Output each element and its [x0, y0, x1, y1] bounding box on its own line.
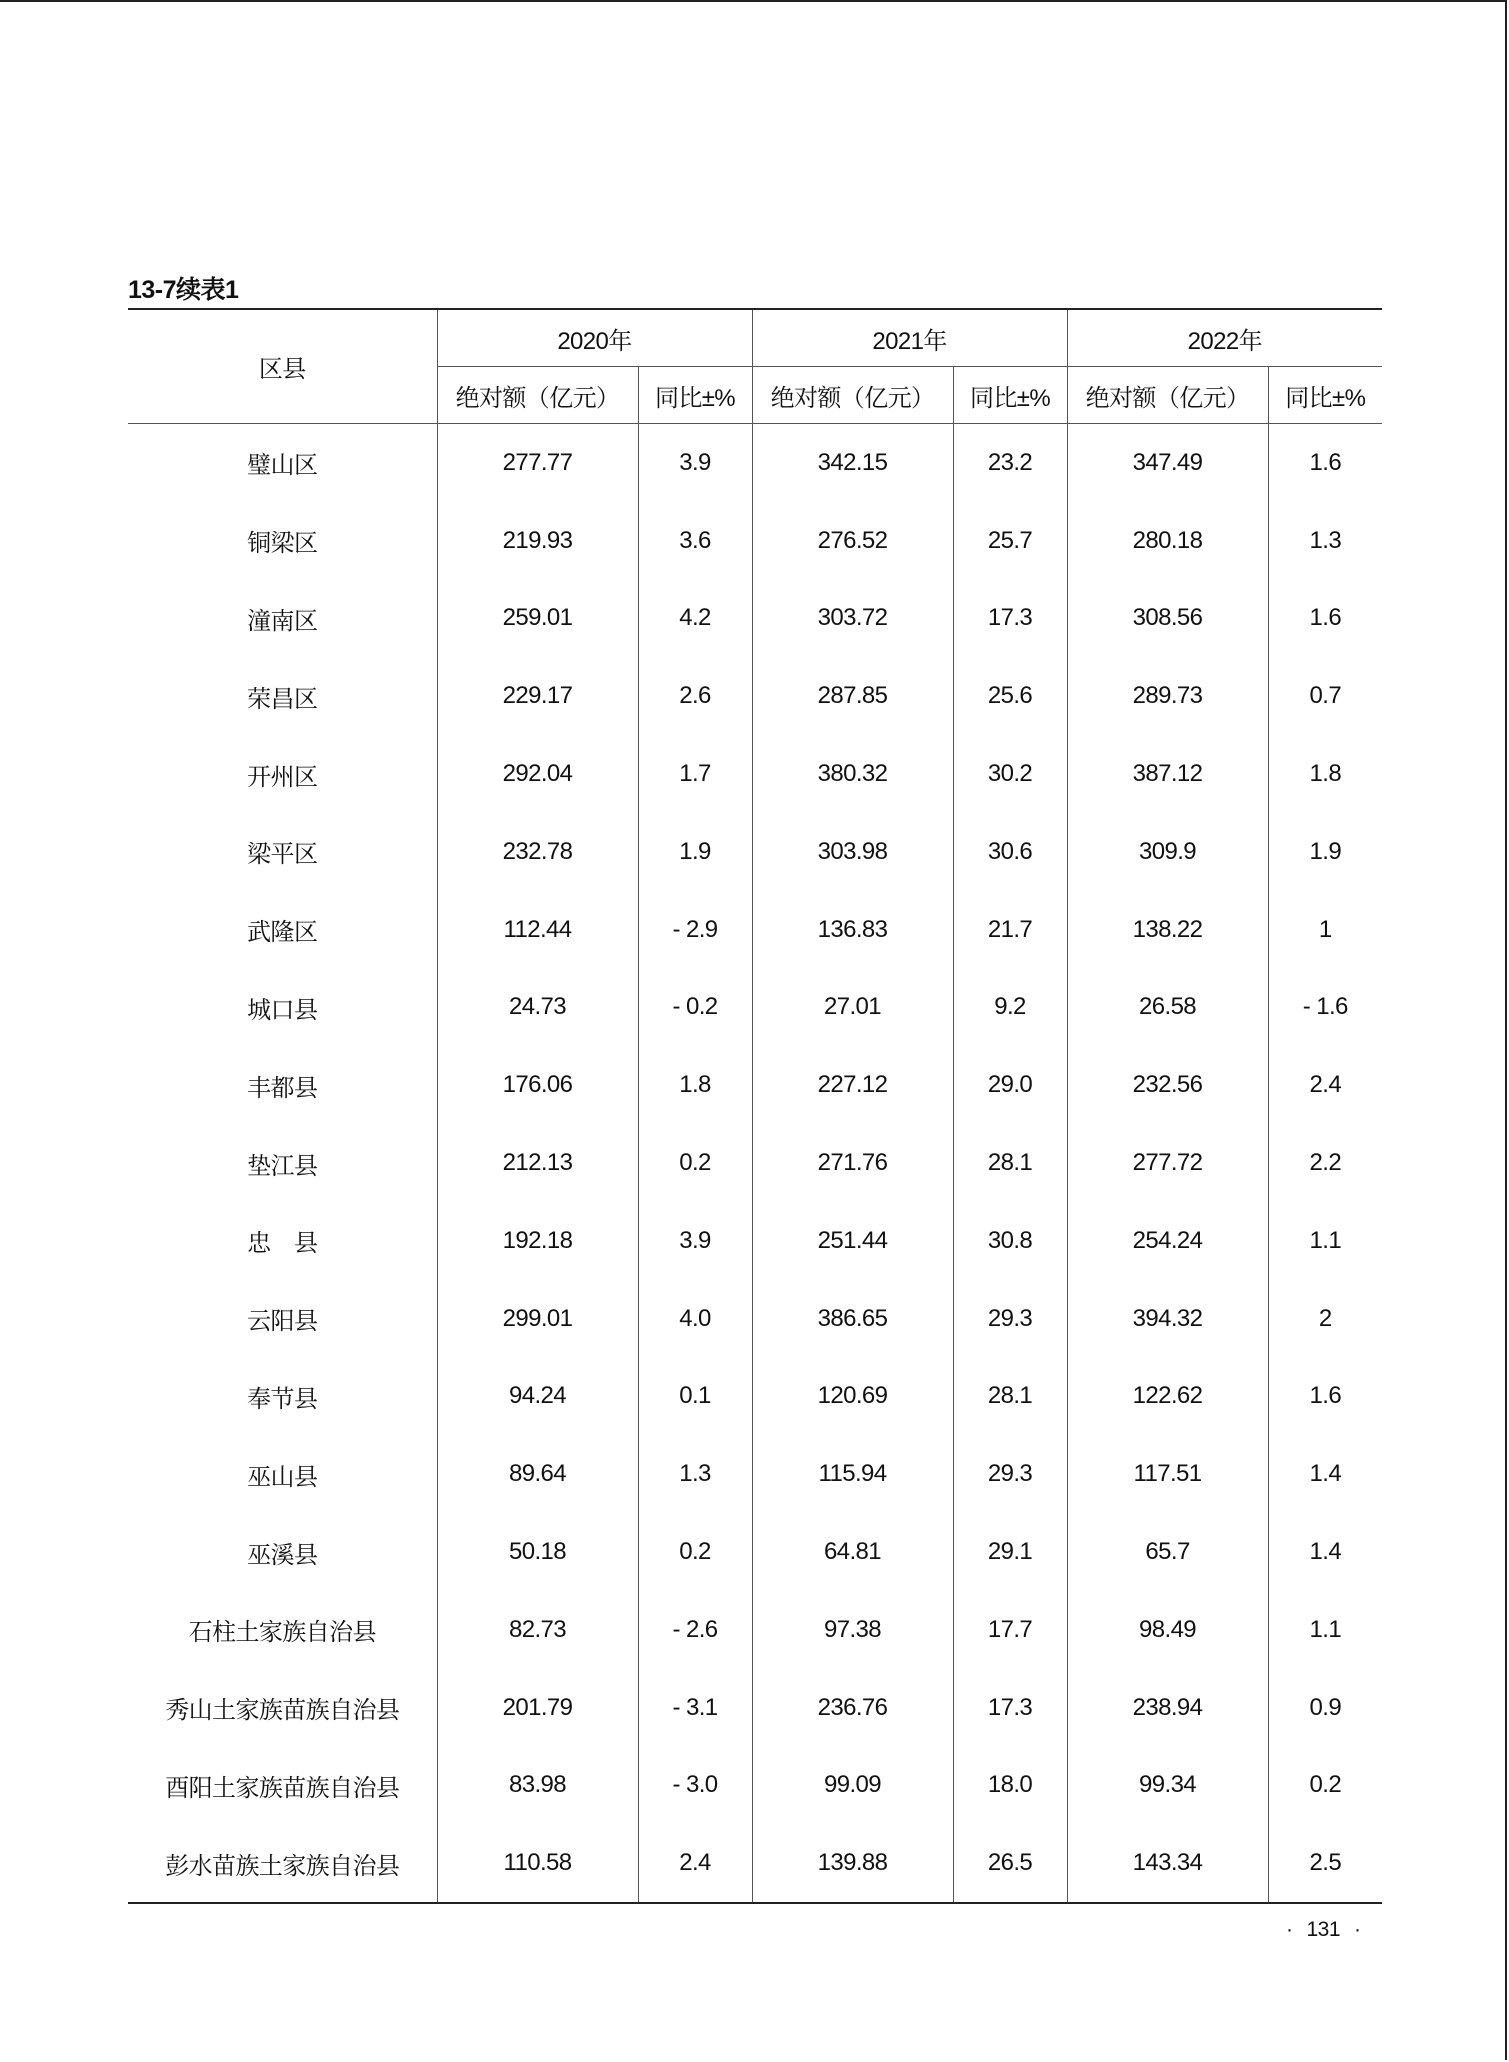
- cell-yoy-2021: 30.2: [953, 735, 1067, 813]
- cell-abs-2021: 276.52: [752, 502, 953, 580]
- cell-yoy-2022: 2: [1268, 1280, 1382, 1358]
- cell-abs-2021: 271.76: [752, 1124, 953, 1202]
- cell-abs-2021: 236.76: [752, 1669, 953, 1747]
- cell-abs-2022: 394.32: [1067, 1280, 1268, 1358]
- cell-yoy-2021: 29.3: [953, 1280, 1067, 1358]
- cell-abs-2021: 303.98: [752, 813, 953, 891]
- cell-abs-2020: 110.58: [437, 1824, 638, 1903]
- cell-yoy-2022: 1.8: [1268, 735, 1382, 813]
- cell-yoy-2020: 3.9: [638, 424, 752, 502]
- cell-yoy-2021: 29.1: [953, 1513, 1067, 1591]
- cell-abs-2021: 99.09: [752, 1747, 953, 1825]
- cell-district-name: 奉节县: [247, 1384, 318, 1413]
- data-table: [128, 308, 1382, 1904]
- cell-abs-2021: 97.38: [752, 1591, 953, 1669]
- table-row: [128, 1513, 1382, 1591]
- cell-abs-2022: 254.24: [1067, 1202, 1268, 1280]
- cell-district-name: 垫江县: [247, 1151, 318, 1180]
- cell-yoy-2022: 2.4: [1268, 1046, 1382, 1124]
- cell-yoy-2020: 4.0: [638, 1280, 752, 1358]
- cell-abs-2020: 219.93: [437, 502, 638, 580]
- column-header-yoy: 同比±%: [1268, 367, 1382, 424]
- cell-abs-2021: 139.88: [752, 1824, 953, 1903]
- cell-district-name: 彭水苗族土家族自治县: [128, 1824, 437, 1903]
- cell-yoy-2022: 2.2: [1268, 1124, 1382, 1202]
- cell-abs-2021: 27.01: [752, 969, 953, 1047]
- cell-district-name: 荣昌区: [247, 684, 318, 713]
- cell-abs-2022: 280.18: [1067, 502, 1268, 580]
- cell-yoy-2021: 28.1: [953, 1124, 1067, 1202]
- table-row: [128, 424, 1382, 502]
- cell-abs-2022: 238.94: [1067, 1669, 1268, 1747]
- cell-yoy-2020: 1.7: [638, 735, 752, 813]
- cell-district-name: 云阳县: [247, 1307, 318, 1336]
- cell-yoy-2021: 17.3: [953, 580, 1067, 658]
- cell-abs-2020: 50.18: [437, 1513, 638, 1591]
- cell-abs-2021: 251.44: [752, 1202, 953, 1280]
- cell-abs-2022: 99.34: [1067, 1747, 1268, 1825]
- cell-yoy-2021: 25.7: [953, 502, 1067, 580]
- cell-yoy-2022: - 1.6: [1268, 969, 1382, 1047]
- cell-abs-2021: 386.65: [752, 1280, 953, 1358]
- column-header-year-2022: 2022年: [1067, 309, 1382, 367]
- cell-abs-2022: 65.7: [1067, 1513, 1268, 1591]
- cell-abs-2021: 120.69: [752, 1358, 953, 1436]
- cell-yoy-2020: 0.2: [638, 1513, 752, 1591]
- cell-abs-2020: 82.73: [437, 1591, 638, 1669]
- table-row: [128, 502, 1382, 580]
- page-number-dot-right: ·: [1354, 1918, 1361, 1941]
- table-title: 13-7续表1: [128, 276, 239, 304]
- cell-yoy-2022: 1.4: [1268, 1513, 1382, 1591]
- cell-yoy-2021: 30.8: [953, 1202, 1067, 1280]
- cell-district-name: 城口县: [247, 995, 318, 1024]
- cell-yoy-2022: 1: [1268, 891, 1382, 969]
- cell-yoy-2022: 2.5: [1268, 1824, 1382, 1903]
- cell-yoy-2020: 4.2: [638, 580, 752, 658]
- cell-district-name: 武隆区: [247, 918, 318, 947]
- page-number: [1272, 1918, 1375, 1942]
- table-body: [128, 424, 1382, 1904]
- table-row: [128, 1124, 1382, 1202]
- cell-abs-2020: 259.01: [437, 580, 638, 658]
- cell-abs-2021: 303.72: [752, 580, 953, 658]
- cell-abs-2020: 229.17: [437, 657, 638, 735]
- cell-abs-2022: 26.58: [1067, 969, 1268, 1047]
- cell-district-name: 巫山县: [247, 1462, 318, 1491]
- table-row: [128, 1202, 1382, 1280]
- cell-yoy-2022: 0.2: [1268, 1747, 1382, 1825]
- cell-yoy-2021: 21.7: [953, 891, 1067, 969]
- cell-abs-2022: 347.49: [1067, 424, 1268, 502]
- cell-abs-2022: 143.34: [1067, 1824, 1268, 1903]
- cell-yoy-2020: 1.3: [638, 1435, 752, 1513]
- table-row: [128, 580, 1382, 658]
- cell-abs-2021: 380.32: [752, 735, 953, 813]
- cell-abs-2022: 289.73: [1067, 657, 1268, 735]
- cell-yoy-2022: 1.6: [1268, 424, 1382, 502]
- table-row: [128, 657, 1382, 735]
- cell-abs-2022: 232.56: [1067, 1046, 1268, 1124]
- cell-district-name: 潼南区: [247, 606, 318, 635]
- cell-yoy-2021: 26.5: [953, 1824, 1067, 1903]
- cell-abs-2020: 299.01: [437, 1280, 638, 1358]
- cell-yoy-2021: 28.1: [953, 1358, 1067, 1436]
- column-header-yoy: 同比±%: [953, 367, 1067, 424]
- cell-abs-2020: 192.18: [437, 1202, 638, 1280]
- cell-abs-2020: 24.73: [437, 969, 638, 1047]
- cell-abs-2020: 201.79: [437, 1669, 638, 1747]
- cell-yoy-2021: 9.2: [953, 969, 1067, 1047]
- cell-district-name: 忠 县: [247, 1229, 318, 1258]
- cell-yoy-2021: 17.7: [953, 1591, 1067, 1669]
- cell-abs-2022: 387.12: [1067, 735, 1268, 813]
- cell-district-name: 铜梁区: [247, 529, 318, 558]
- page-number-value: 131: [1306, 1918, 1341, 1941]
- column-header-year-2020: 2020年: [437, 309, 752, 367]
- cell-abs-2020: 212.13: [437, 1124, 638, 1202]
- column-header-yoy: 同比±%: [638, 367, 752, 424]
- table-row: [128, 1669, 1382, 1747]
- cell-district-name: 酉阳土家族苗族自治县: [165, 1773, 400, 1802]
- cell-district-name: 石柱土家族自治县: [188, 1618, 376, 1647]
- cell-yoy-2021: 25.6: [953, 657, 1067, 735]
- cell-abs-2020: 94.24: [437, 1358, 638, 1436]
- cell-yoy-2021: 23.2: [953, 424, 1067, 502]
- table-row: [128, 735, 1382, 813]
- table-row: [128, 1747, 1382, 1825]
- cell-abs-2021: 227.12: [752, 1046, 953, 1124]
- cell-yoy-2022: 1.4: [1268, 1435, 1382, 1513]
- cell-yoy-2020: - 3.0: [638, 1747, 752, 1825]
- table-row: [128, 1046, 1382, 1124]
- cell-yoy-2022: 1.6: [1268, 1358, 1382, 1436]
- column-header-abs: 绝对额（亿元）: [437, 367, 638, 424]
- cell-abs-2022: 308.56: [1067, 580, 1268, 658]
- cell-yoy-2021: 29.0: [953, 1046, 1067, 1124]
- cell-abs-2021: 287.85: [752, 657, 953, 735]
- table-row: [128, 1435, 1382, 1513]
- cell-district-name: 梁平区: [247, 840, 318, 869]
- cell-yoy-2021: 30.6: [953, 813, 1067, 891]
- cell-yoy-2020: 1.8: [638, 1046, 752, 1124]
- cell-district-name: 丰都县: [247, 1073, 318, 1102]
- cell-abs-2022: 117.51: [1067, 1435, 1268, 1513]
- cell-yoy-2020: 1.9: [638, 813, 752, 891]
- cell-yoy-2022: 1.1: [1268, 1202, 1382, 1280]
- cell-abs-2022: 277.72: [1067, 1124, 1268, 1202]
- cell-district-name: 璧山区: [247, 451, 318, 480]
- cell-yoy-2020: 3.9: [638, 1202, 752, 1280]
- table-row: [128, 1280, 1382, 1358]
- cell-yoy-2022: 0.7: [1268, 657, 1382, 735]
- cell-yoy-2020: 0.1: [638, 1358, 752, 1436]
- cell-abs-2021: 115.94: [752, 1435, 953, 1513]
- cell-yoy-2022: 1.6: [1268, 580, 1382, 658]
- cell-yoy-2021: 29.3: [953, 1435, 1067, 1513]
- cell-yoy-2022: 1.3: [1268, 502, 1382, 580]
- cell-yoy-2022: 1.9: [1268, 813, 1382, 891]
- column-header-abs: 绝对额（亿元）: [752, 367, 953, 424]
- cell-yoy-2020: - 2.9: [638, 891, 752, 969]
- cell-yoy-2020: - 2.6: [638, 1591, 752, 1669]
- cell-district-name: 开州区: [247, 762, 318, 791]
- cell-yoy-2022: 1.1: [1268, 1591, 1382, 1669]
- cell-district-name: 秀山土家族苗族自治县: [165, 1696, 400, 1725]
- cell-abs-2020: 277.77: [437, 424, 638, 502]
- table-row: [128, 969, 1382, 1047]
- cell-abs-2020: 232.78: [437, 813, 638, 891]
- cell-abs-2021: 64.81: [752, 1513, 953, 1591]
- cell-yoy-2020: 2.4: [638, 1824, 752, 1903]
- table-row: [128, 1358, 1382, 1436]
- cell-yoy-2020: 0.2: [638, 1124, 752, 1202]
- column-header-abs: 绝对额（亿元）: [1067, 367, 1268, 424]
- table-row: [128, 1591, 1382, 1669]
- cell-abs-2020: 83.98: [437, 1747, 638, 1825]
- cell-abs-2021: 342.15: [752, 424, 953, 502]
- table-row: [128, 813, 1382, 891]
- cell-yoy-2020: 3.6: [638, 502, 752, 580]
- cell-abs-2020: 112.44: [437, 891, 638, 969]
- cell-abs-2022: 309.9: [1067, 813, 1268, 891]
- cell-abs-2022: 98.49: [1067, 1591, 1268, 1669]
- cell-abs-2021: 136.83: [752, 891, 953, 969]
- table-row: [128, 1824, 1382, 1903]
- table-row: [128, 891, 1382, 969]
- cell-abs-2020: 89.64: [437, 1435, 638, 1513]
- cell-yoy-2020: - 3.1: [638, 1669, 752, 1747]
- column-header-year-2021: 2021年: [752, 309, 1067, 367]
- cell-abs-2022: 138.22: [1067, 891, 1268, 969]
- cell-yoy-2022: 0.9: [1268, 1669, 1382, 1747]
- cell-abs-2020: 176.06: [437, 1046, 638, 1124]
- cell-yoy-2021: 18.0: [953, 1747, 1067, 1825]
- cell-yoy-2021: 17.3: [953, 1669, 1067, 1747]
- column-header-district: 区县: [128, 309, 437, 424]
- page-number-dot-left: ·: [1286, 1918, 1293, 1941]
- cell-yoy-2020: - 0.2: [638, 969, 752, 1047]
- cell-district-name: 巫溪县: [247, 1540, 318, 1569]
- cell-yoy-2020: 2.6: [638, 657, 752, 735]
- cell-abs-2022: 122.62: [1067, 1358, 1268, 1436]
- cell-abs-2020: 292.04: [437, 735, 638, 813]
